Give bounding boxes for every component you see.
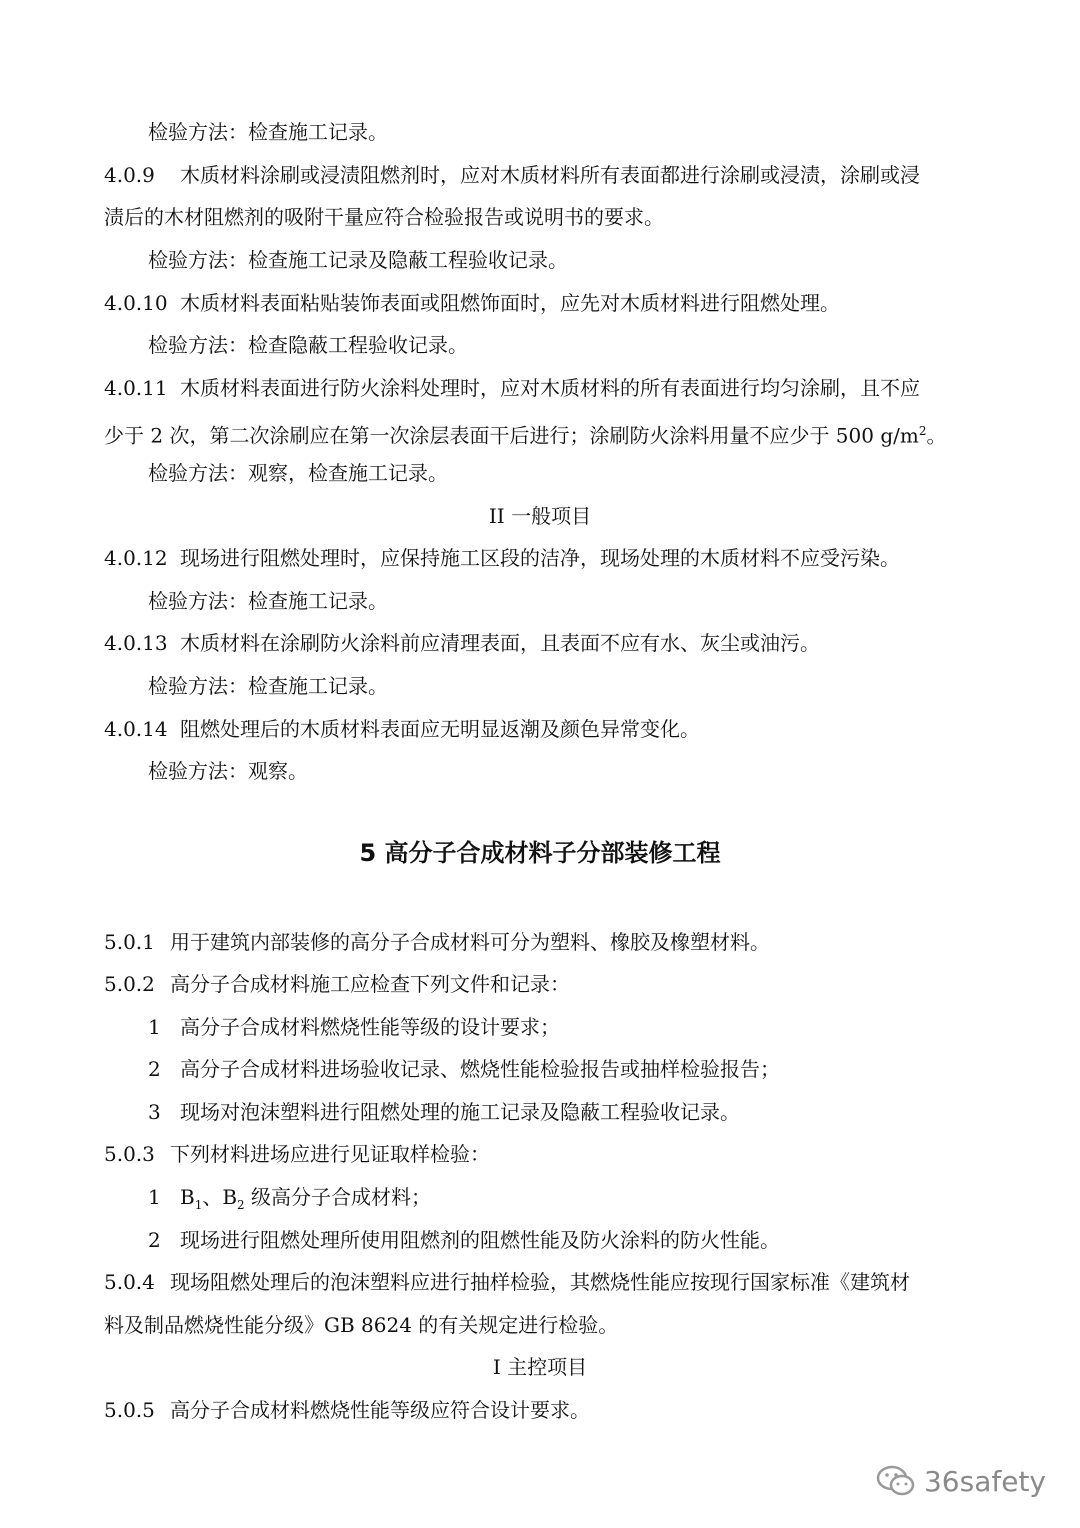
subscript: 1 xyxy=(194,1198,203,1212)
clause-502-item-3 xyxy=(148,1098,740,1126)
clause-number: 4.0.14 xyxy=(104,717,168,741)
clause-408-method: 检验方法：检查施工记录。 xyxy=(148,120,388,144)
item-text: B xyxy=(180,1185,195,1209)
clause-number: 5.0.1 xyxy=(104,930,155,954)
clause-text: 木质材料表面进行防火涂料处理时，应对木质材料的所有表面进行均匀涂刷，且不应 xyxy=(180,376,920,400)
clause-409-method: 检验方法：检查施工记录及隐蔽工程验收记录。 xyxy=(148,248,568,272)
item-number: 2 xyxy=(148,1057,161,1081)
clause-text: 阻燃处理后的木质材料表面应无明显返潮及颜色异常变化。 xyxy=(180,717,700,741)
clause-409-cont: 渍后的木材阻燃剂的吸附干量应符合检验报告或说明书的要求。 xyxy=(104,205,664,229)
clause-text: 用于建筑内部装修的高分子合成材料可分为塑料、橡胶及橡塑材料。 xyxy=(170,930,770,954)
clause-4014 xyxy=(104,715,700,743)
clause-text: 高分子合成材料施工应检查下列文件和记录： xyxy=(170,972,570,996)
chapter-5-title: 5 高分子合成材料子分部装修工程 xyxy=(359,839,721,867)
clause-4011-method: 检验方法：观察，检查施工记录。 xyxy=(148,461,448,485)
clause-text: 高分子合成材料燃烧性能等级应符合设计要求。 xyxy=(170,1398,590,1422)
clause-502-item-1 xyxy=(148,1013,560,1041)
item-text: 现场对泡沫塑料进行阻燃处理的施工记录及隐蔽工程验收记录。 xyxy=(180,1100,740,1124)
section-main-control-items: I 主控项目 xyxy=(492,1355,588,1379)
section-general-items: II 一般项目 xyxy=(488,504,592,528)
clause-text: 木质材料在涂刷防火涂料前应清理表面，且表面不应有水、灰尘或油污。 xyxy=(180,631,820,655)
item-text: 高分子合成材料进场验收记录、燃烧性能检验报告或抽样检验报告； xyxy=(180,1057,780,1081)
clause-4012-method: 检验方法：检查施工记录。 xyxy=(148,589,388,613)
superscript: 2 xyxy=(918,424,927,438)
clause-number: 5.0.2 xyxy=(104,972,155,996)
clause-text: 下列材料进场应进行见证取样检验： xyxy=(170,1142,490,1166)
watermark-text: 36safety xyxy=(923,1464,1046,1498)
clause-4014-method: 检验方法：观察。 xyxy=(148,759,308,783)
clause-number: 5.0.5 xyxy=(104,1398,155,1422)
clause-502-item-2 xyxy=(148,1055,780,1083)
wechat-icon xyxy=(876,1464,916,1498)
item-text: 高分子合成材料燃烧性能等级的设计要求； xyxy=(180,1015,560,1039)
clause-504 xyxy=(104,1268,910,1296)
clause-number: 4.0.9 xyxy=(104,163,155,187)
clause-4013-method: 检验方法：检查施工记录。 xyxy=(148,674,388,698)
clause-503-item-1 xyxy=(148,1183,431,1219)
clause-4010 xyxy=(104,289,840,317)
item-text: 级高分子合成材料； xyxy=(244,1185,432,1209)
item-text: 现场进行阻燃处理所使用阻燃剂的阻燃性能及防火涂料的防火性能。 xyxy=(180,1228,780,1252)
clause-text: 少于 2 次，第二次涂刷应在第一次涂层表面干后进行；涂刷防火涂料用量不应少于 500 g/m xyxy=(104,423,919,448)
clause-number: 4.0.12 xyxy=(104,546,168,570)
clause-504-cont: 料及制品燃烧性能分级》GB 8624 的有关规定进行检验。 xyxy=(104,1313,619,1337)
clause-4010-method: 检验方法：检查隐蔽工程验收记录。 xyxy=(148,333,468,357)
item-number: 3 xyxy=(148,1100,161,1124)
subscript: 2 xyxy=(237,1198,245,1212)
clause-4013 xyxy=(104,629,820,657)
clause-number: 4.0.10 xyxy=(104,291,168,315)
item-text: 、B xyxy=(202,1185,238,1209)
clause-text: 木质材料表面粘贴装饰表面或阻燃饰面时，应先对木质材料进行阻燃处理。 xyxy=(180,291,840,315)
clause-505 xyxy=(104,1396,590,1424)
clause-text: 木质材料涂刷或浸渍阻燃剂时，应对木质材料所有表面都进行涂刷或浸渍，涂刷或浸 xyxy=(180,163,920,187)
item-number: 1 xyxy=(148,1185,161,1209)
clause-409 xyxy=(104,161,920,189)
clause-501 xyxy=(104,928,770,956)
item-number: 2 xyxy=(148,1228,161,1252)
clause-4011-cont xyxy=(104,417,946,450)
clause-text: 现场进行阻燃处理时，应保持施工区段的洁净，现场处理的木质材料不应受污染。 xyxy=(180,546,900,570)
item-number: 1 xyxy=(148,1015,161,1039)
clause-number: 4.0.11 xyxy=(104,376,168,400)
clause-number: 4.0.13 xyxy=(104,631,168,655)
clause-number: 5.0.3 xyxy=(104,1142,155,1166)
clause-text: 。 xyxy=(926,423,947,448)
clause-502 xyxy=(104,970,570,998)
watermark xyxy=(876,1464,1046,1498)
clause-text: 现场阻燃处理后的泡沫塑料应进行抽样检验，其燃烧性能应按现行国家标准《建筑材 xyxy=(170,1270,910,1294)
clause-503 xyxy=(104,1140,490,1168)
clause-number: 5.0.4 xyxy=(104,1270,155,1294)
clause-4011 xyxy=(104,374,920,402)
clause-503-item-2 xyxy=(148,1226,780,1254)
clause-4012 xyxy=(104,544,900,572)
